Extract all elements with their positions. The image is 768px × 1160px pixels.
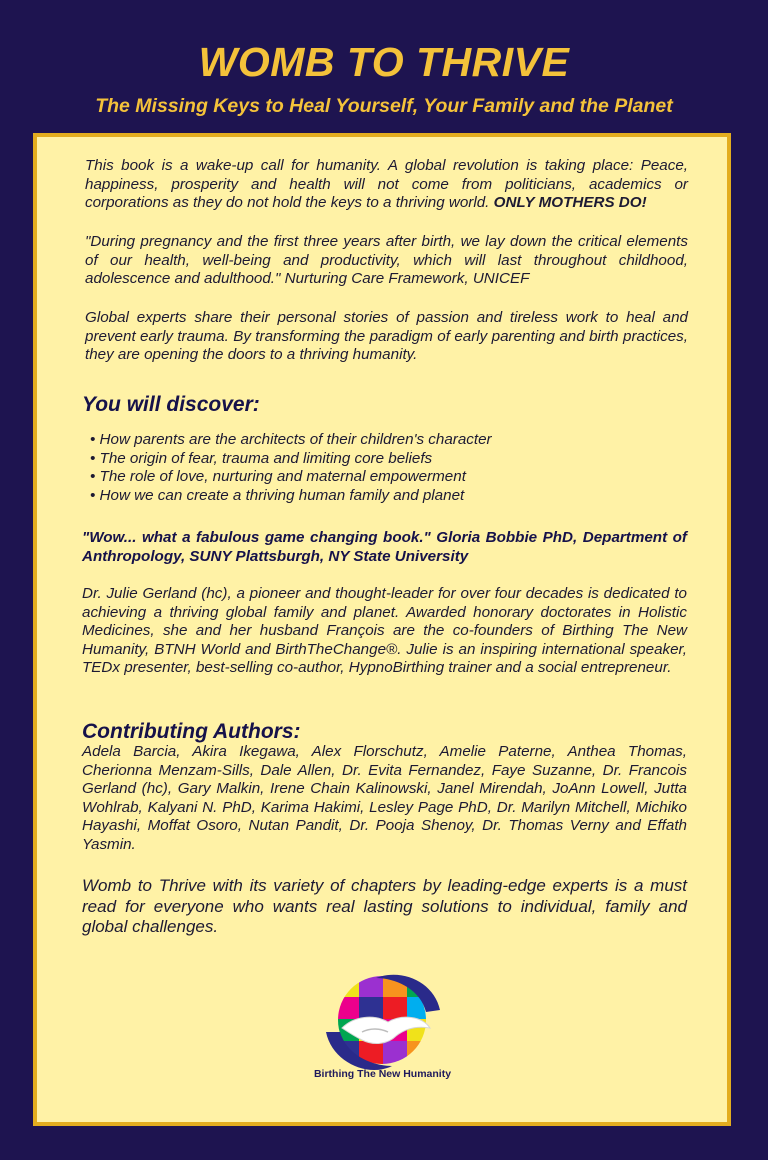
contributors-heading: Contributing Authors: — [82, 720, 301, 743]
discover-item: • How parents are the architects of their children's character — [90, 431, 492, 450]
discover-list — [90, 431, 492, 505]
book-subtitle: The Missing Keys to Heal Yourself, Your Family and the Planet — [95, 95, 673, 117]
discover-item: • The role of love, nurturing and maternal empowerment — [90, 468, 492, 487]
contributors-list: Adela Barcia, Akira Ikegawa, Alex Florschutz, Amelie Paterne, Anthea Thomas, Cherionna Menzam-Sills, Dale Allen, Dr. Evita Fernandez, Faye Suzanne, Dr. Francois Gerland (hc), Gary Malkin, Irene Chain Kalinowski, Janel Mirendah, JoAnn Lowell, Jutta Wohlrab, Kalyani N. PhD, Karima Hakimi, Lesley Page PhD, Dr. Marilyn Mitchell, Michiko Hayashi, Moffat Osoro, Nutan Pandit, Dr. Pooja Shenoy, Dr. Thomas Verny and Effath Yasmin. — [82, 743, 687, 853]
logo-caption: Birthing The New Humanity — [313, 1068, 452, 1080]
discover-heading: You will discover: — [82, 393, 260, 416]
discover-item: • The origin of fear, trauma and limiting core beliefs — [90, 450, 492, 469]
intro-paragraph — [85, 157, 688, 213]
experts-paragraph: Global experts share their personal stories of passion and tireless work to heal and prevent early trauma. By transforming the paradigm of early parenting and birth practices, they are opening the doors to a thriving humanity. — [85, 309, 688, 363]
discover-item: • How we can create a thriving human family and planet — [90, 487, 492, 506]
unicef-quote: "During pregnancy and the first three years after birth, we lay down the critical elements of our health, well-being and productivity, which will last throughout childhood, adolescence and adulthood." Nurturing Care Framework, UNICEF — [85, 233, 688, 287]
author-bio: Dr. Julie Gerland (hc), a pioneer and thought-leader for over four decades is dedicated to achieving a thriving global family and planet. Awarded honorary doctorates in Holistic Medicines, she and her husband François are the co-founders of Birthing The New Humanity, BTNH World and BirthTheChange®. Julie is an inspiring international speaker, TEDx presenter, best-selling co-author, HypnoBirthing trainer and a social entrepreneur. — [82, 585, 687, 676]
intro-emphasis: ONLY MOTHERS DO! — [493, 194, 647, 211]
closing-paragraph: Womb to Thrive with its variety of chapters by leading-edge experts is a must read for everyone who wants real lasting solutions to individual, family and global challenges. — [82, 876, 687, 936]
intro-text: This book is a wake-up call for humanity. A global revolution is taking place: Peace, happiness, prosperity and health will not come from politicians, academics or corporations as they do not hold the keys to a thriving world. — [85, 157, 688, 211]
endorsement-quote: "Wow... what a fabulous game changing book." Gloria Bobbie PhD, Department of Anthropology, SUNY Plattsburgh, NY State University — [82, 529, 687, 565]
book-title: WOMB TO THRIVE — [198, 39, 570, 85]
